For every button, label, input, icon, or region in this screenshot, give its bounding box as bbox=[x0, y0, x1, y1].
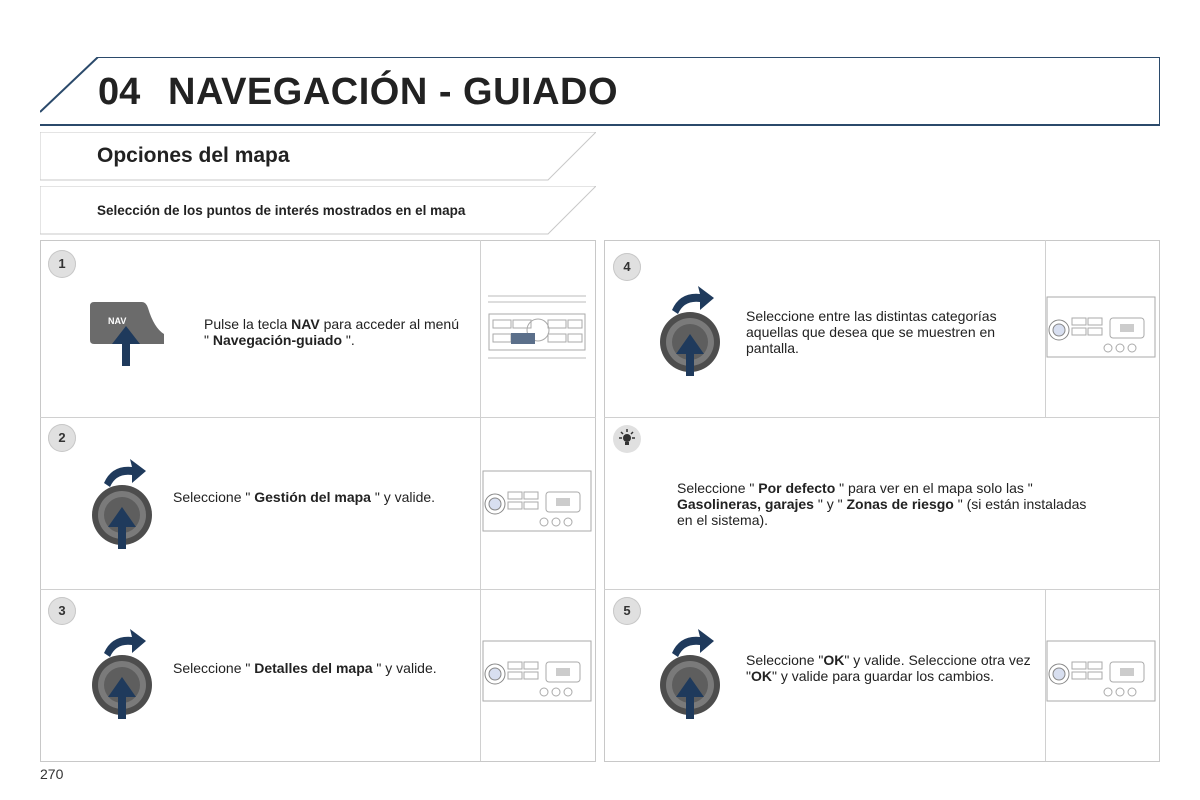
step-4-text: Seleccione entre las distintas categorías aquellas que desea que se muestren en pantalla. bbox=[746, 308, 997, 356]
rotary-knob-icon bbox=[90, 625, 160, 720]
step-1-text: Pulse la tecla NAV para acceder al menú " Navegación-guiado ". bbox=[204, 316, 460, 348]
section-title: Opciones del mapa bbox=[97, 144, 290, 167]
step-badge-4: 4 bbox=[613, 253, 641, 281]
step-badge-1: 1 bbox=[48, 250, 76, 278]
subsection-title: Selección de los puntos de interés mostrados en el mapa bbox=[97, 203, 466, 218]
nav-key-icon bbox=[88, 296, 168, 368]
page-number: 270 bbox=[40, 766, 64, 782]
radio-panel-illustration bbox=[1046, 296, 1156, 360]
tip-text: Seleccione " Por defecto " para ver en el mapa solo las " Gasolineras, garajes " y " Zonas de riesgo " (si están instaladas en el sistema). bbox=[677, 480, 1087, 528]
subsection-banner bbox=[40, 186, 596, 236]
radio-panel-illustration bbox=[482, 640, 592, 704]
step-2-text: Seleccione " Gestión del mapa " y valide. bbox=[173, 489, 436, 505]
step-badge-2: 2 bbox=[48, 424, 76, 452]
tip-lightbulb-icon bbox=[613, 425, 641, 453]
step-badge-5: 5 bbox=[613, 597, 641, 625]
section-banner bbox=[40, 132, 596, 182]
rotary-knob-icon bbox=[90, 455, 160, 550]
radio-panel-nav-illustration bbox=[488, 294, 586, 366]
step-5-text: Seleccione "OK" y valide. Seleccione otra vez "OK" y valide para guardar los cambios. bbox=[746, 652, 1031, 684]
rotary-knob-icon bbox=[658, 282, 728, 377]
chapter-number: 04 bbox=[98, 71, 141, 113]
chapter-title: NAVEGACIÓN - GUIADO bbox=[168, 71, 619, 113]
radio-panel-illustration bbox=[1046, 640, 1156, 704]
radio-panel-illustration bbox=[482, 470, 592, 534]
chapter-header bbox=[40, 57, 1160, 127]
step-3-text: Seleccione " Detalles del mapa " y valide. bbox=[173, 660, 437, 676]
rotary-knob-icon bbox=[658, 625, 728, 720]
step-badge-3: 3 bbox=[48, 597, 76, 625]
nav-key-label: NAV bbox=[108, 316, 127, 326]
